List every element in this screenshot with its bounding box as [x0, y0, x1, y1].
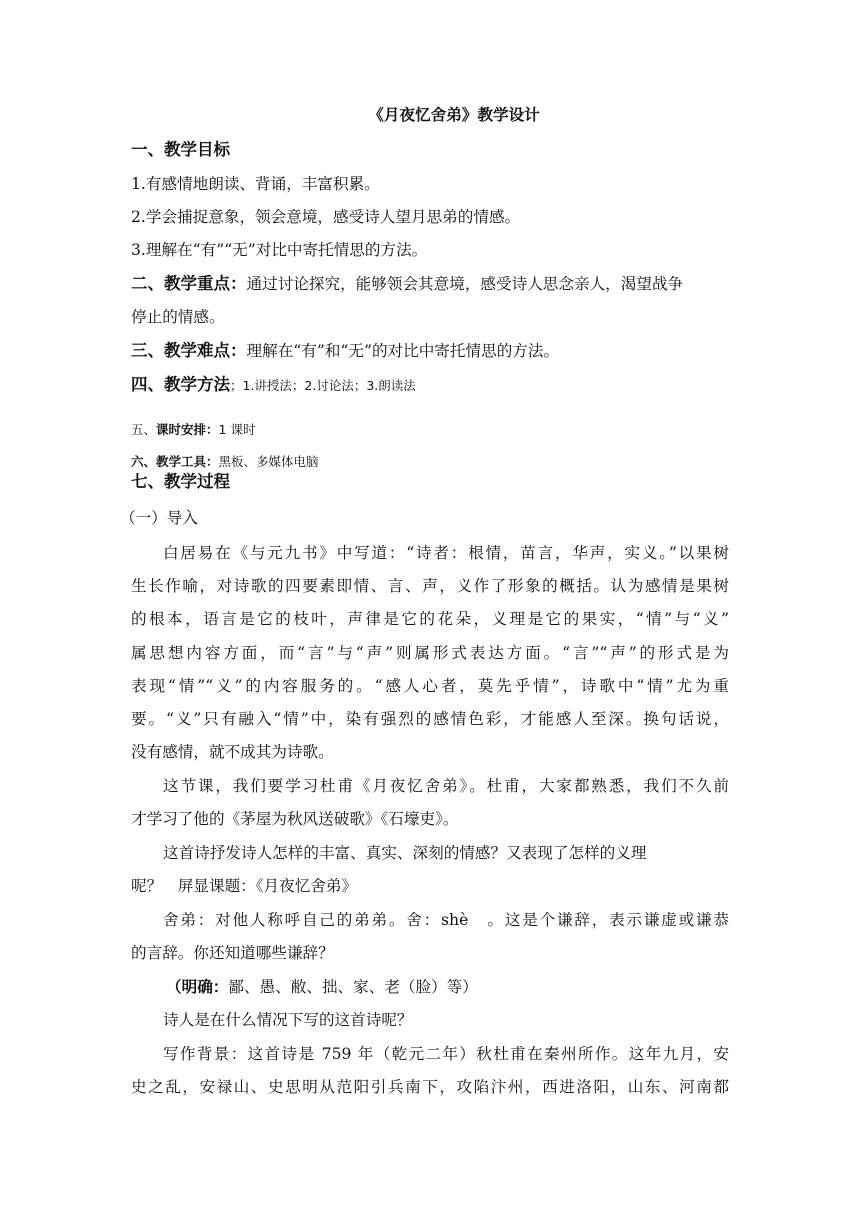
subsection-intro: （一）导入: [120, 509, 198, 527]
key-points-text-line1: 通过讨论探究，能够领会其意境，感受诗人思念亲人，渴望战争: [246, 275, 684, 293]
section-heading-methods: 四、教学方法: [131, 375, 230, 394]
paragraph-5: [166, 976, 478, 998]
methods-text: ；1.讲授法；2.讨论法；3.朗读法: [230, 378, 416, 393]
objective-item-2: 2.学会捕捉意象，领会意境，感受诗人望月思弟的情感。: [131, 208, 521, 226]
section-tools: [131, 451, 319, 473]
paragraph-4-line-2: 的言辞。你还知道哪些谦辞？: [131, 944, 334, 962]
paragraph-1-line-3: 的根本，语言是它的枝叶，声律是它的花朵，义理是它的果实，“情”与“义”: [131, 610, 729, 628]
paragraph-3-line-2: 呢？ 屏显课题：《月夜忆舍弟》: [131, 877, 358, 895]
schedule-number: 五、: [131, 422, 157, 437]
section-heading-key-points: 二、教学重点：: [131, 274, 247, 293]
section-methods: [131, 374, 416, 397]
section-difficulties: [131, 340, 559, 362]
section-schedule: [131, 419, 255, 441]
tools-text: 黑板、多媒体电脑: [218, 454, 319, 469]
schedule-text: 1 课时: [218, 422, 256, 437]
key-points-text-line2: 停止的情感。: [131, 308, 225, 326]
paragraph-2-line-1: 这节课，我们要学习杜甫《月夜忆舍弟》。杜甫，大家都熟悉，我们不久前: [163, 777, 729, 795]
section-heading-difficulties: 三、教学难点：: [131, 341, 247, 360]
paragraph-6: 诗人是在什么情况下写的这首诗呢？: [163, 1011, 413, 1029]
paragraph-1-line-6: 要。“义”只有融入“情”中，染有强烈的感情色彩，才能感人至深。换句话说，: [131, 710, 729, 728]
section-key-points: [131, 273, 683, 295]
paragraph-7-line-1: 写作背景：这首诗是 759 年（乾元二年）秋杜甫在秦州所作。这年九月，安: [163, 1045, 729, 1063]
difficulties-text: 理解在“有”和“无”的对比中寄托情思的方法。: [246, 342, 560, 360]
paragraph-3-line-1: 这首诗抒发诗人怎样的丰富、真实、深刻的情感？又表现了怎样的义理: [163, 844, 647, 862]
section-heading-process: 七、教学过程: [131, 472, 230, 491]
paragraph-1-line-1: 白居易在《与元九书》中写道：“诗者：根情，苗言，华声，实义。”以果树: [163, 544, 729, 562]
paragraph-7-line-2: 史之乱，安禄山、史思明从范阳引兵南下，攻陷汴州，西进洛阳，山东、河南都: [131, 1078, 729, 1096]
paragraph-4-line-1: 舍弟：对他人称呼自己的弟弟。舍：shè 。这是个谦辞，表示谦虚或谦恭: [163, 911, 729, 929]
section-heading-schedule: 课时安排：: [156, 422, 219, 437]
document-title: 《月夜忆舍弟》教学设计: [368, 105, 540, 124]
paragraph-1-line-7: 没有感情，就不成其为诗歌。: [131, 743, 334, 761]
paragraph-1-line-2: 生长作喻，对诗歌的四要素即情、言、声，义作了形象的概括。认为感情是果树: [131, 577, 729, 595]
paragraph-2-line-2: 才学习了他的《茅屋为秋风送破歌》《石壕吏》。: [131, 810, 459, 828]
objective-item-3: 3.理解在“有”“无”对比中寄托情思的方法。: [131, 241, 428, 259]
clarify-text: 鄙、愚、敝、拙、家、老（脸）等）: [228, 978, 478, 996]
objective-item-1: 1.有感情地朗读、背诵，丰富积累。: [131, 175, 380, 193]
paragraph-1-line-4: 属思想内容方面，而“言”与“声”则属形式表达方面。“言”“声”的形式是为: [131, 644, 729, 662]
paragraph-1-line-5: 表现“情”“义”的内容服务的。“感人心者，莫先乎情”，诗歌中“情”尤为重: [131, 677, 729, 695]
clarify-label: （明确：: [166, 977, 229, 996]
section-heading-tools: 六、教学工具：: [131, 454, 219, 469]
section-heading-objectives: 一、教学目标: [131, 140, 230, 159]
